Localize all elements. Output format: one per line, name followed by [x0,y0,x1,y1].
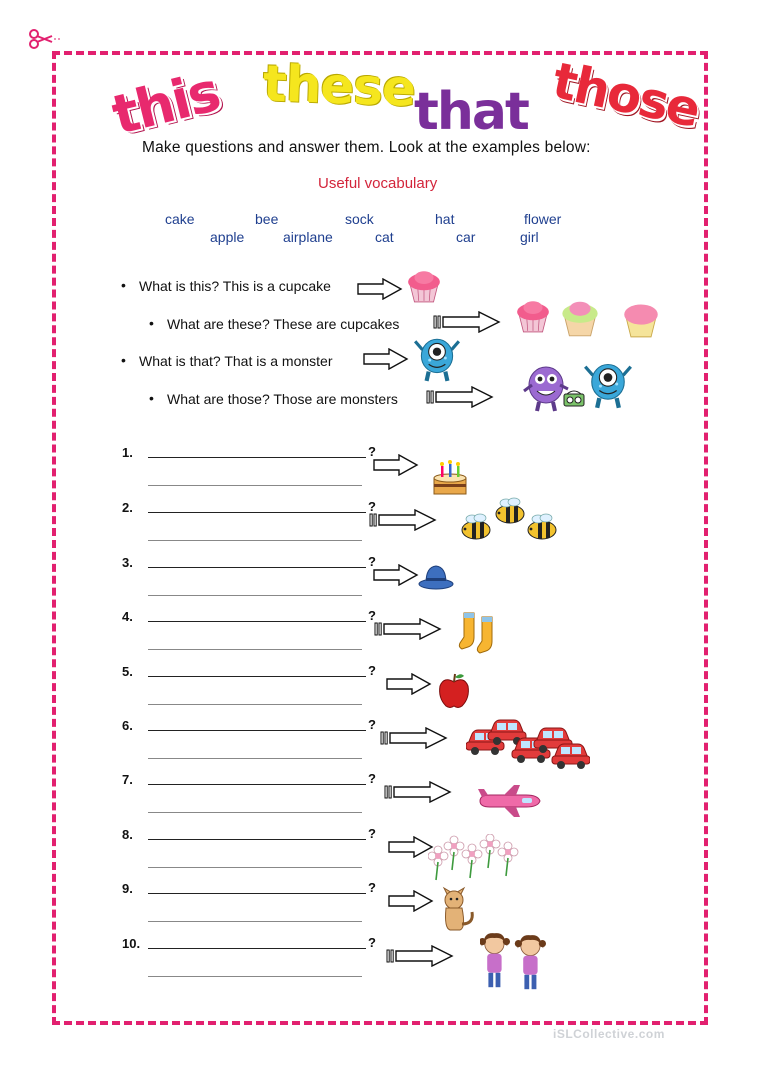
exercise-number: 5. [122,664,133,679]
example-this: • What is this? This is a cupcake [139,278,331,294]
answer-line[interactable] [148,921,362,922]
arrow-icon [363,348,409,370]
title-word-those: those [547,51,704,139]
answer-line[interactable] [148,812,362,813]
instructions: Make questions and answer them. Look at the examples below: [142,139,591,156]
cars-icon [466,716,590,772]
question-mark: ? [368,717,376,732]
question-mark: ? [368,444,376,459]
apple-icon [436,672,472,710]
arrow-icon [374,618,442,640]
question-answer-line[interactable] [148,567,366,568]
answer-line[interactable] [148,595,362,596]
cupcake-icon [515,295,551,335]
vocab-word: airplane [283,229,333,245]
cupcake-icon [406,265,442,305]
arrow-icon [433,311,501,333]
question-mark: ? [368,608,376,623]
answer-line[interactable] [148,867,362,868]
watermark: iSLCollective.com [553,1027,665,1041]
cupcake-icon [560,295,600,339]
vocabulary-heading: Useful vocabulary [318,175,438,192]
question-answer-line[interactable] [148,676,366,677]
title-word-this: this [105,60,225,147]
arrow-icon [380,727,448,749]
question-answer-line[interactable] [148,457,366,458]
socks-icon [458,611,502,655]
hat-icon [418,563,454,591]
exercise-number: 2. [122,500,133,515]
question-answer-line[interactable] [148,512,366,513]
answer-line[interactable] [148,485,362,486]
vocab-word: car [456,229,476,245]
question-answer-line[interactable] [148,784,366,785]
question-mark: ? [368,935,376,950]
exercise-number: 4. [122,609,133,624]
question-mark: ? [368,554,376,569]
question-answer-line[interactable] [148,893,366,894]
question-mark: ? [368,663,376,678]
arrow-icon [386,945,454,967]
exercise-number: 10. [122,936,141,951]
vocab-word: hat [435,211,455,227]
girls-icon [480,928,554,990]
arrow-icon [357,278,403,300]
question-answer-line[interactable] [148,621,366,622]
answer-line[interactable] [148,649,362,650]
vocab-word: apple [210,229,245,245]
exercise-number: 8. [122,827,133,842]
arrow-icon [384,781,452,803]
question-answer-line[interactable] [148,948,366,949]
vocab-word: bee [255,211,279,227]
question-mark: ? [368,499,376,514]
cake-icon [432,458,468,498]
arrow-icon [373,564,419,586]
cat-icon [438,884,478,934]
exercise-number: 3. [122,555,133,570]
arrow-icon [424,386,496,408]
answer-line[interactable] [148,976,362,977]
arrow-icon [386,673,432,695]
vocab-word: flower [524,211,562,227]
question-mark: ? [368,826,376,841]
vocab-word: cat [375,229,394,245]
example-those: • What are those? Those are monsters [167,391,398,407]
exercise-number: 6. [122,718,133,733]
radio-icon [563,390,585,408]
answer-line[interactable] [148,540,362,541]
arrow-icon [369,509,437,531]
title-word-that: that [414,82,528,142]
dashed-border [52,51,708,1025]
monster-icon [584,358,632,410]
answer-line[interactable] [148,758,362,759]
scissors-icon [28,28,64,50]
exercise-number: 7. [122,772,133,787]
airplane-icon [476,783,542,819]
bees-icon [458,494,562,544]
arrow-icon [373,454,419,476]
exercise-number: 1. [122,445,133,460]
question-answer-line[interactable] [148,839,366,840]
flowers-icon [428,834,520,890]
arrow-icon [388,890,434,912]
monster-icon [414,333,460,383]
vocab-word: sock [345,211,374,227]
example-these: • What are these? These are cupcakes [167,316,399,332]
answer-line[interactable] [148,704,362,705]
question-mark: ? [368,880,376,895]
vocab-word: cake [165,211,195,227]
exercise-number: 9. [122,881,133,896]
question-answer-line[interactable] [148,730,366,731]
question-mark: ? [368,771,376,786]
cupcake-icon [622,298,660,340]
title-word-these: these [262,54,417,118]
example-that: • What is that? That is a monster [139,353,333,369]
vocab-word: girl [520,229,539,245]
